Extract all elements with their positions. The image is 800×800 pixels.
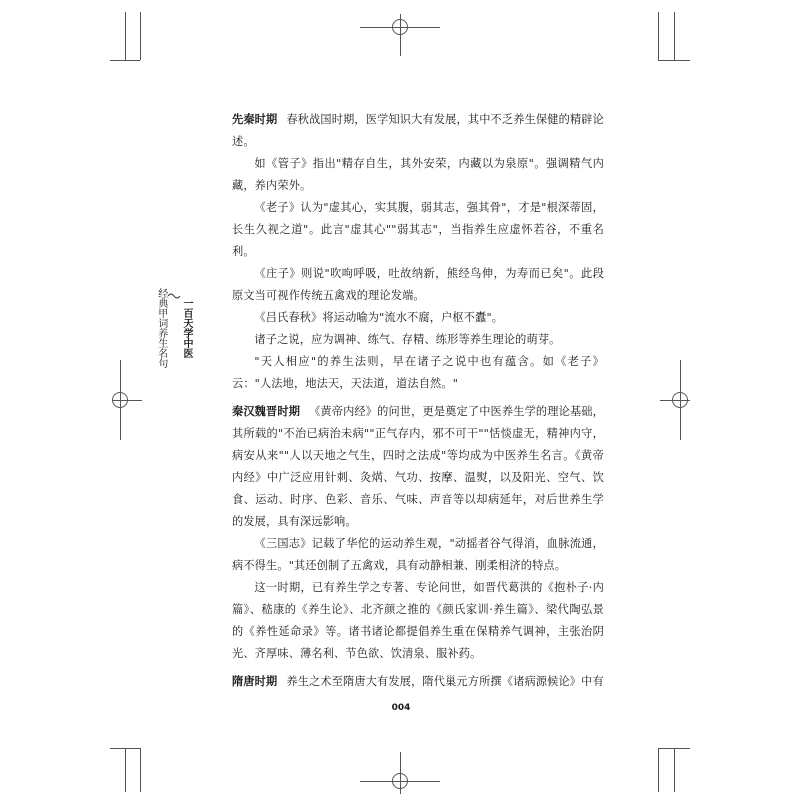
paragraph: 《三国志》记载了华佗的运动养生观，"动摇者谷气得消，血脉流通，病不得生。"其还创制了五禽戏，具有动静相兼、刚柔相济的特点。 [232,537,604,572]
registration-mark-left [112,392,128,408]
paragraph: 诸子之说，应为调神、练气、存精、练形等养生理论的萌芽。 [254,333,561,346]
section-title: 隋唐时期 [232,674,278,688]
section-title: 先秦时期 [232,112,278,126]
crop-mark-top-right-h [658,60,690,61]
paragraph: 《老子》认为"虚其心，实其腹，弱其志，强其骨"，才是"根深蒂固，长生久视之道"。此言"虚其心""弱其志"，当指养生应虚怀若谷，不重名利。 [232,201,604,258]
section-pre-qin [232,108,604,395]
paragraph-text: 养生之术至隋唐大有发展，隋代巢元方所撰《诸病源候论》中有 [286,675,604,688]
crop-mark-top-right-v2 [674,12,675,60]
section-sui-tang [232,670,604,693]
paragraph-text: 《黄帝内经》的问世，更是奠定了中医养生学的理论基础，其所载的"不治已病治未病""正气存内，邪不可干""恬惔虚无，精神内守，病安从来""人以天地之气生，四时之法成"等均成为中医养生名言。《黄帝内经》中广泛应用针刺、灸焫、气功、按摩、温熨，以及阳光、空气、饮食、运动、时序、色彩、音乐、气味、声音等以却病延年，对后世养生学的发展，具有深远影响。 [232,405,604,528]
book-title: 经典甲词养生名句 [155,288,167,368]
paragraph: "天人相应"的养生法则，早在诸子之说中也有蕴含。如《老子》云："人法地，地法天，天法道，道法自然。" [232,355,604,390]
crop-mark-top-right-v [658,12,659,60]
section-intro-paragraph [232,400,604,533]
section-intro-paragraph [232,108,604,153]
section-title: 秦汉魏晋时期 [232,404,301,418]
crop-mark-bottom-right-v [658,748,659,792]
crop-mark-bottom-left-v2 [125,748,126,792]
section-qin-han-wei-jin [232,400,604,665]
crop-mark-top-left-h [110,60,140,61]
crop-mark-top-left-v [140,12,141,60]
crop-mark-bottom-left-v [140,748,141,792]
section-intro-paragraph [232,670,604,693]
paragraph-text: 春秋战国时期，医学知识大有发展，其中不乏养生保健的精辟论述。 [232,113,604,148]
registration-mark-bottom [392,773,408,789]
ornament-divider-icon [167,291,181,301]
crop-mark-bottom-right-v2 [674,748,675,792]
registration-mark-top [392,19,408,35]
paragraph: 《吕氏春秋》将运动喻为"流水不腐，户枢不蠹"。 [254,311,504,324]
paragraph: 《庄子》则说"吹呴呼吸，吐故纳新，熊经鸟伸，为寿而已矣"。此段原文当可视作传统五禽戏的理论发端。 [232,267,604,302]
side-title [155,288,192,368]
registration-mark-right [672,392,688,408]
series-title: 一百天学中医 [181,298,192,358]
page-number: 004 [391,703,411,713]
paragraph: 如《管子》指出"精存自生，其外安荣，内藏以为泉原"。强调精气内藏，养内荣外。 [232,157,604,192]
paragraph: 这一时期，已有养生学之专著、专论问世，如晋代葛洪的《抱朴子·内篇》、嵇康的《养生论》、北齐颜之推的《颜氏家训·养生篇》、梁代陶弘景的《养性延命录》等。诸书诸论都提倡养生重在保精养气调神，主张治阴光、齐厚味、薄名利、节色欲、饮清泉、服补药。 [232,581,604,660]
crop-mark-top-left-v2 [125,12,126,60]
